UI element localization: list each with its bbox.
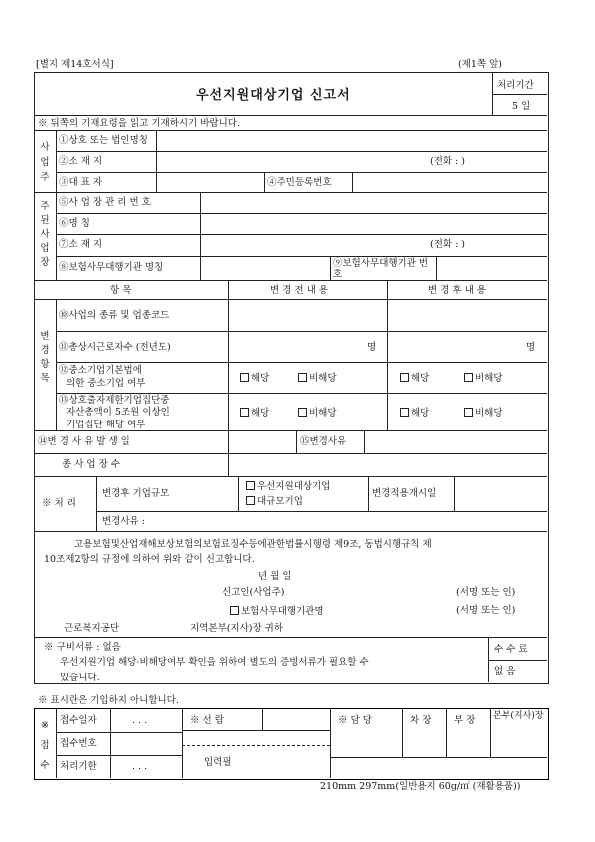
dept-chief-label: 부 장: [454, 715, 476, 726]
site-management-number-label: ⑤사 업 장 관 리 번 호: [59, 197, 151, 208]
agency-checkbox[interactable]: 보험사무대행기관명: [230, 606, 324, 617]
processing-period-value: 5 일: [512, 101, 531, 112]
employer-address-label: ②소 재 지: [59, 156, 103, 167]
agency-name-label: ⑧보험사무대행기관 명칭: [59, 262, 164, 273]
workplace-count-label: 종 사 업 장 수: [62, 459, 120, 470]
declaration-line-1: 고용보험및산업재해보상보험의보험료징수등에관한법률시행령 제9조, 동법시행규칙 제: [74, 539, 432, 550]
branch-head-label: 본부(지사)장: [493, 711, 544, 721]
office-notice: ※ 표시란은 기입하지 아니합니다.: [38, 695, 179, 706]
deadline-dots: . . .: [132, 761, 148, 772]
conglomerate-label-2: 자산총액이 5조원 이상인: [66, 407, 170, 418]
manager-label: ※ 담 당: [338, 715, 372, 726]
agency-sign: (서명 또는 인): [456, 605, 516, 616]
declarant-sign: (서명 또는 인): [456, 587, 516, 598]
fee-value: 없 음: [494, 666, 516, 677]
addressee-left: 근로복지공단: [64, 623, 120, 634]
unit-after: 명: [526, 342, 536, 353]
agency-number-label-2: 호: [333, 269, 343, 280]
change-date-label: ⑭변 경 사 유 발 생 일: [38, 436, 130, 447]
col-before-header: 변 경 전 내 용: [270, 285, 328, 296]
sme-label-2: 의한 중소기업 여부: [66, 378, 146, 389]
agency-number-label: ⑨보험사무대행기관 번: [333, 258, 429, 269]
paper-spec: 210mm 297mm(일반용지 60g/㎡ (재활용품)): [320, 781, 521, 792]
deadline-label: 처리기한: [60, 761, 97, 772]
col-after-header: 변 경 후 내 용: [428, 285, 486, 296]
unit-before: 명: [367, 342, 377, 353]
sme-before-yes[interactable]: 해당: [240, 373, 269, 384]
declaration-date: 년 월 일: [258, 571, 292, 582]
site-side-label: 주 된 사 업 장: [40, 201, 50, 268]
fee-label: 수 수 료: [494, 644, 528, 655]
site-address-label: ⑦소 재 지: [59, 239, 103, 250]
site-phone-label: (전화 : ): [430, 239, 466, 250]
conglomerate-after-yes[interactable]: 해당: [400, 408, 429, 419]
reception-date-dots: . . .: [132, 715, 148, 726]
reception-date-label: 접수일자: [60, 715, 97, 726]
reception-side-label: ※ 접 수: [40, 720, 50, 771]
form-title: 우선지원대상기업 신고서: [196, 88, 351, 103]
conglomerate-label: ⑬상호출자제한기업집단중: [59, 395, 170, 406]
processing-reason-label: 변경사유 :: [102, 516, 145, 527]
sme-label: ⑫중소기업기본법에: [59, 365, 142, 376]
trade-name-label: ①상호 또는 법인명칭: [59, 135, 148, 146]
sme-after-yes[interactable]: 해당: [400, 373, 429, 384]
employee-count-label: ⑪총상시근로자수 (전년도): [59, 342, 171, 353]
declaration-line-2: 10조제2항의 규정에 의하여 위와 같이 신고합니다.: [44, 554, 255, 565]
reception-number-label: 접수번호: [60, 738, 97, 749]
addressee-right: 지역본부(지사)장 귀하: [190, 623, 284, 634]
processing-label: ※ 처 리: [42, 498, 76, 509]
page-label: (제1쪽 앞): [458, 59, 503, 70]
business-type-label: ⑩사업의 종류 및 업종코드: [59, 310, 170, 321]
input-done-label: 입력필: [204, 757, 232, 768]
review-label: ※ 선 람: [190, 715, 224, 726]
declarant-label: 신고인(사업주): [222, 587, 285, 598]
sme-after-no[interactable]: 비해당: [464, 373, 503, 384]
col-item-header: 항 목: [110, 285, 132, 296]
sme-before-no[interactable]: 비해당: [298, 373, 337, 384]
conglomerate-before-yes[interactable]: 해당: [240, 408, 269, 419]
resident-number-label: ④주민등록번호: [267, 177, 332, 188]
apply-start-label: 변경적용개시일: [372, 488, 437, 499]
changes-side-label: 변 경 항 목: [40, 331, 50, 384]
employer-phone-label: (전화 : ): [430, 156, 466, 167]
opt-large-company[interactable]: 대규모기업: [246, 496, 303, 507]
employer-side-label: 사 업 주: [40, 142, 50, 183]
documents-line-3: 있습니다.: [60, 673, 100, 682]
form-number: [별지 제14호서식]: [36, 59, 114, 70]
documents-line-2: 우선지원기업 해당·비해당여부 확인을 위하여 별도의 증빙서류가 필요할 수: [60, 657, 369, 668]
conglomerate-before-no[interactable]: 비해당: [298, 408, 337, 419]
conglomerate-after-no[interactable]: 비해당: [464, 408, 503, 419]
section-chief-label: 차 장: [410, 715, 432, 726]
documents-line-1: ※ 구비서류 : 없음: [44, 642, 121, 653]
opt-priority-company[interactable]: 우선지원대상기업: [246, 481, 330, 492]
processing-period-label: 처리기간: [497, 80, 534, 91]
conglomerate-label-3: 기업집단 해당 여부: [66, 420, 146, 429]
scale-after-label: 변경후 기업규모: [102, 488, 170, 499]
change-reason-label: ⑮변경사유: [300, 436, 347, 447]
representative-label: ③대 표 자: [59, 177, 103, 188]
site-name-label: ⑥명 칭: [59, 218, 90, 229]
notice-text: ※ 뒤쪽의 기재요령을 읽고 기재하시기 바랍니다.: [38, 118, 240, 129]
